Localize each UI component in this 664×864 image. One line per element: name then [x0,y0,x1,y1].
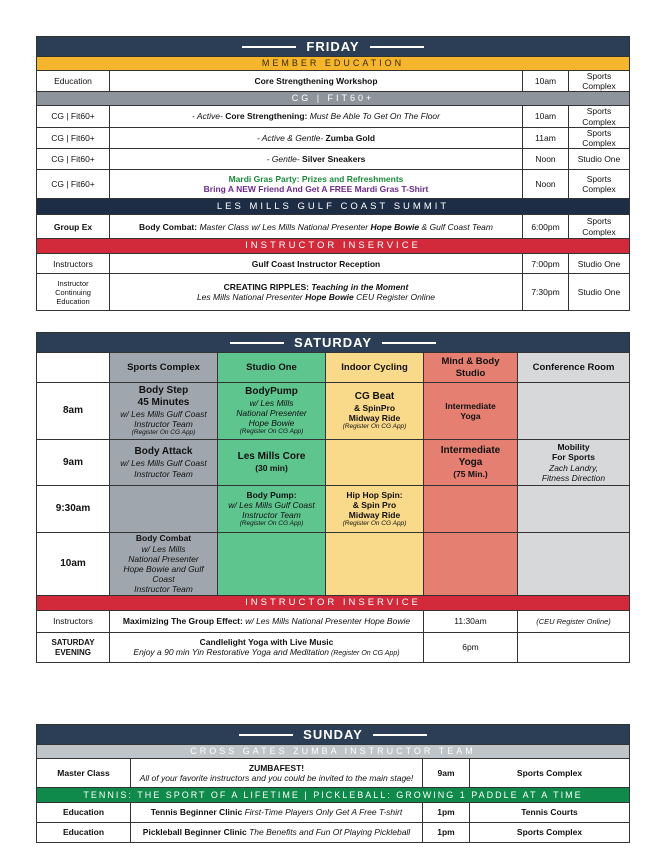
time-row-9am [37,440,630,486]
row-description: Mardi Gras Party: Prizes and Refreshments Bring A NEW Friend And Get A FREE Mardi Gras T-Shirt [110,170,523,199]
class-cell [110,486,218,533]
col-studio-one: Studio One [218,353,326,383]
class-cell: Body Attack w/ Les Mills Gulf Coast Instructor Team [110,440,218,486]
class-cell: Body Combat w/ Les Mills National Presenter Hope Bowie and Gulf Coast Instructor Team [110,533,218,596]
row-empty [518,633,630,663]
row-time: 7:30pm [523,274,569,311]
row-time: 1pm [423,803,470,823]
friday-title: FRIDAY [306,38,360,54]
row-description: Body Combat: Master Class w/ Les Mills National Presenter Hope Bowie & Gulf Coast Team [110,215,523,239]
row-location: Studio One [569,274,630,311]
row-location: Sports Complex [470,759,630,788]
friday-header [37,37,630,57]
row-category: CG | Fit60+ [37,149,110,170]
row-description: CREATING RIPPLES: Teaching in the Moment Les Mills National Presenter Hope Bowie CEU Register Online [110,274,523,311]
row-category: Education [37,71,110,92]
row-time: 7:00pm [523,254,569,274]
row-location: Sports Complex [569,71,630,92]
col-sports-complex: Sports Complex [110,353,218,383]
row-description: Tennis Beginner Clinic First-Time Players Only Get A Free T-shirt [131,803,423,823]
inservice-header: INSTRUCTOR INSERVICE [37,596,630,611]
row-category: Master Class [37,759,131,788]
row-time: 6pm [424,633,518,663]
row-category: SATURDAY EVENING [37,633,110,663]
class-cell [518,383,630,440]
table-row [37,106,630,127]
cg-fit60-header: CG | FIT60+ [37,92,630,106]
row-time: 6:00pm [523,215,569,239]
summit-header: LES MILLS GULF COAST SUMMIT [37,199,630,215]
row-category: Education [37,823,131,843]
class-cell [518,486,630,533]
table-row [37,633,630,663]
row-category: Instructors [37,254,110,274]
table-row [37,759,630,788]
class-cell [218,533,326,596]
time-label: 9am [37,440,110,486]
row-time: 11am [523,127,569,148]
sunday-header [37,725,630,745]
row-location: Studio One [569,254,630,274]
row-description: Core Strengthening Workshop [110,71,523,92]
row-description: - Gentle- Silver Sneakers [110,149,523,170]
time-row-8am [37,383,630,440]
row-location: Studio One [569,149,630,170]
row-time: 1pm [423,823,470,843]
time-row-10am [37,533,630,596]
table-row [37,215,630,239]
col-indoor-cycling: Indoor Cycling [326,353,424,383]
col-mind-body: Mind & Body Studio [424,353,518,383]
table-row [37,803,630,823]
class-cell: Intermediate Yoga (75 Min.) [424,440,518,486]
row-category: CG | Fit60+ [37,127,110,148]
class-cell: CG Beat & SpinPro Midway Ride (Register On CG App) [326,383,424,440]
table-row [37,71,630,92]
table-row [37,149,630,170]
col-conference-room: Conference Room [518,353,630,383]
class-cell [518,533,630,596]
table-row [37,127,630,148]
class-cell: BodyPump w/ Les Mills National Presenter Hope Bowie (Register On CG App) [218,383,326,440]
table-row [37,274,630,311]
row-description: Gulf Coast Instructor Reception [110,254,523,274]
row-time: 10am [523,71,569,92]
row-location: Sports Complex [470,823,630,843]
row-location: Sports Complex [569,215,630,239]
row-time: Noon [523,170,569,199]
row-location: Tennis Courts [470,803,630,823]
friday-table [36,36,630,311]
row-category: Instructor Continuing Education [37,274,110,311]
row-description: - Active- Core Strengthening: Must Be Able To Get On The Floor [110,106,523,127]
member-education-header: MEMBER EDUCATION [37,57,630,71]
class-cell: Hip Hop Spin: & Spin Pro Midway Ride (Register On CG App) [326,486,424,533]
row-category: CG | Fit60+ [37,170,110,199]
row-location: Sports Complex [569,106,630,127]
row-time: 10am [523,106,569,127]
time-label: 8am [37,383,110,440]
row-time: Noon [523,149,569,170]
row-note: (CEU Register Online) [518,611,630,633]
saturday-table [36,332,630,663]
class-cell [424,486,518,533]
row-category: Group Ex [37,215,110,239]
time-label: 10am [37,533,110,596]
row-description: ZUMBAFEST! All of your favorite instructors and you could be invited to the main stage! [131,759,423,788]
row-description: Maximizing The Group Effect: w/ Les Mills National Presenter Hope Bowie [110,611,424,633]
sunday-title: SUNDAY [303,726,363,742]
row-time: 11:30am [424,611,518,633]
time-label: 9:30am [37,486,110,533]
row-description: Candlelight Yoga with Live Music Enjoy a 90 min Yin Restorative Yoga and Meditation (Register On CG App) [110,633,424,663]
class-cell [424,533,518,596]
time-row-930am [37,486,630,533]
table-row [37,611,630,633]
zumba-team-header: CROSS GATES ZUMBA INSTRUCTOR TEAM [37,745,630,759]
row-category: CG | Fit60+ [37,106,110,127]
table-row [37,170,630,199]
row-description: Pickleball Beginner Clinic The Benefits and Fun Of Playing Pickleball [131,823,423,843]
saturday-title: SATURDAY [293,334,373,350]
saturday-header [37,333,630,353]
row-category: Education [37,803,131,823]
class-cell: Intermediate Yoga [424,383,518,440]
row-location: Sports Complex [569,127,630,148]
sunday-table [36,724,630,843]
row-time: 9am [423,759,470,788]
class-cell: Mobility For Sports Zach Landry, Fitness Direction [518,440,630,486]
class-cell: Body Pump: w/ Les Mills Gulf Coast Instructor Team (Register On CG App) [218,486,326,533]
row-location: Sports Complex [569,170,630,199]
class-cell: Body Step 45 Minutes w/ Les Mills Gulf Coast Instructor Team (Register On CG App) [110,383,218,440]
table-row [37,254,630,274]
table-row [37,823,630,843]
column-headers [37,353,630,383]
class-cell: Les Mills Core (30 min) [218,440,326,486]
class-cell [326,440,424,486]
class-cell [326,533,424,596]
inservice-header: INSTRUCTOR INSERVICE [37,239,630,254]
row-description: - Active & Gentle- Zumba Gold [110,127,523,148]
tennis-header: TENNIS: THE SPORT OF A LIFETIME | PICKLEBALL: GROWING 1 PADDLE AT A TIME [37,788,630,803]
row-category: Instructors [37,611,110,633]
blank-header [37,353,110,383]
